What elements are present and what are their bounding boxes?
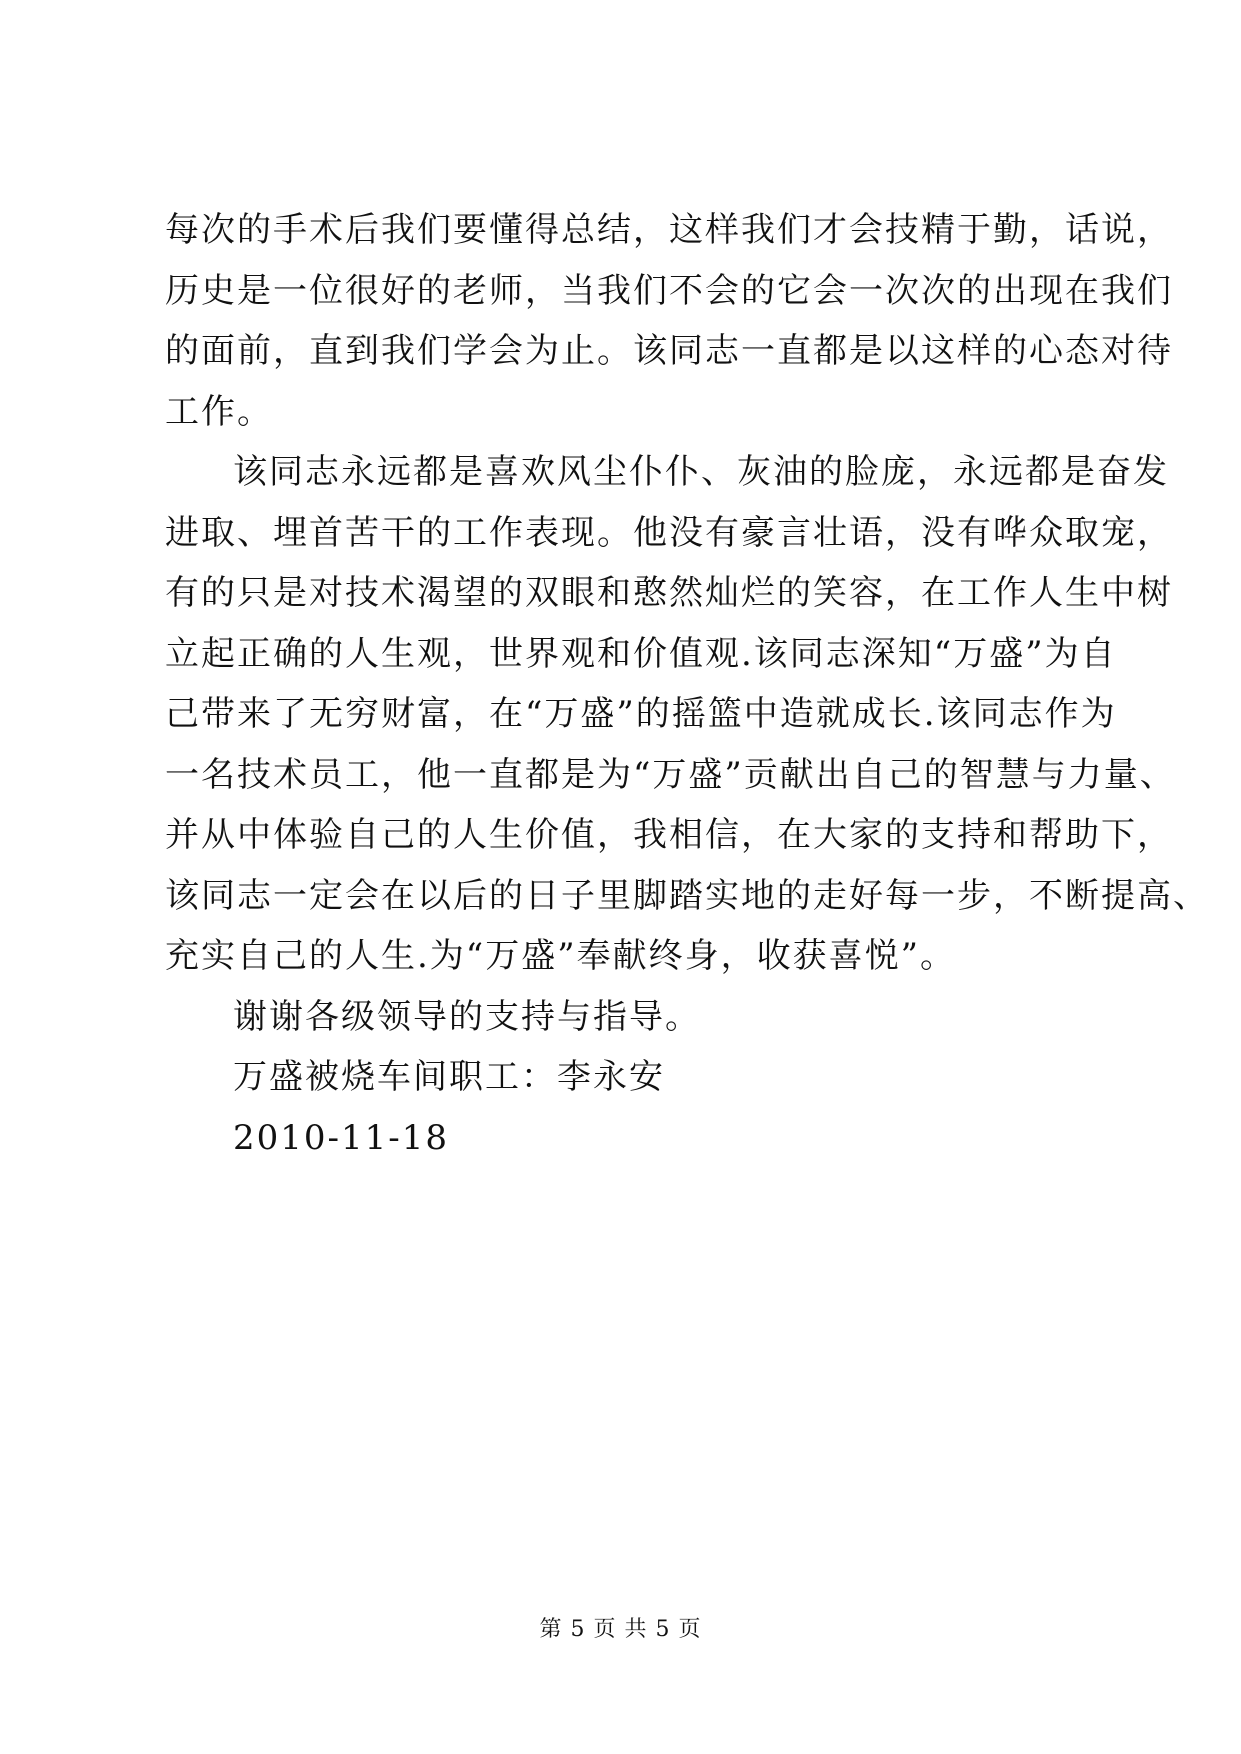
thanks-line: 谢谢各级领导的支持与指导。 bbox=[233, 996, 701, 1037]
text-line: 立起正确的人生观，世界观和价值观.该同志深知“万盛”为自 bbox=[165, 633, 1117, 674]
text-line: 工作。 bbox=[165, 391, 273, 432]
signature-block bbox=[165, 1047, 1080, 1168]
text-line: 己带来了无穷财富，在“万盛”的摇篮中造就成长.该同志作为 bbox=[165, 694, 1117, 734]
text-line: 一名技术员工，他一直都是为“万盛”贡献出自己的智慧与力量、 bbox=[165, 754, 1176, 795]
text-line: 的面前，直到我们学会为止。该同志一直都是以这样的心态对待 bbox=[165, 331, 1173, 371]
text-line: 每次的手术后我们要懂得总结，这样我们才会技精于勤，话说， bbox=[165, 210, 1173, 250]
date-line: 2010-11-18 bbox=[233, 1117, 450, 1158]
text-line: 有的只是对技术渴望的双眼和憨然灿烂的笑容，在工作人生中树 bbox=[165, 573, 1173, 613]
text-line: 并从中体验自己的人生价值，我相信，在大家的支持和帮助下， bbox=[165, 815, 1173, 855]
page-number-footer: 第 5 页 共 5 页 bbox=[539, 1617, 702, 1642]
text-line: 历史是一位很好的老师，当我们不会的它会一次次的出现在我们 bbox=[165, 270, 1173, 311]
paragraph-evaluation bbox=[165, 442, 1209, 987]
text-line: 该同志一定会在以后的日子里脚踏实地的走好每一步，不断提高、 bbox=[165, 875, 1209, 916]
document-body bbox=[165, 200, 1209, 1168]
closing-thanks bbox=[165, 987, 1080, 1048]
text-line: 充实自己的人生.为“万盛”奉献终身，收获喜悦”。 bbox=[165, 936, 956, 976]
text-line: 进取、埋首苦干的工作表现。他没有豪言壮语，没有哗众取宠， bbox=[165, 512, 1173, 553]
paragraph-continuation bbox=[165, 200, 1173, 442]
text-line: 该同志永远都是喜欢风尘仆仆、灰油的脸庞，永远都是奋发 bbox=[233, 452, 1169, 492]
signature-line: 万盛被烧车间职工：李永安 bbox=[233, 1057, 665, 1097]
